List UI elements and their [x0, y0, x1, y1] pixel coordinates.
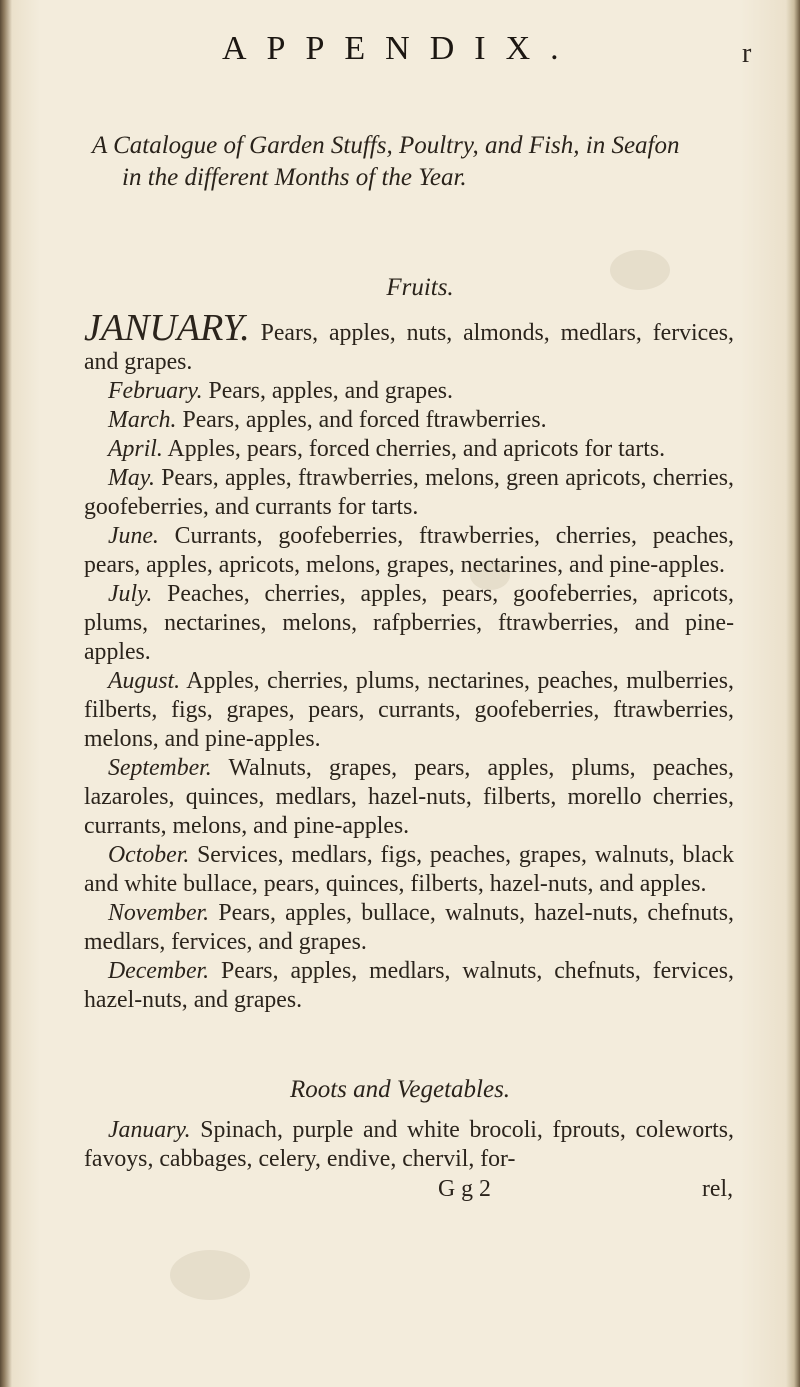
- catchword: rel,: [702, 1176, 734, 1202]
- entry-january: [84, 307, 734, 377]
- page-gutter-shadow: [0, 0, 12, 1387]
- title-line-2: in the different Months of the Year.: [122, 164, 467, 191]
- entry-text: Pears, apples, and forced ftrawberries.: [176, 407, 547, 433]
- month-label: December.: [108, 958, 210, 984]
- entry-text: Pears, apples, medlars, walnuts, chefnuts, fervices, hazel-nuts, and grapes.: [84, 958, 734, 1013]
- page-footer: [84, 1176, 734, 1206]
- entry-june: [84, 522, 734, 580]
- entry-july: [84, 580, 734, 667]
- title-line-1: A Catalogue of Garden Stuffs, Poultry, and Fish, in Seafon: [92, 132, 680, 159]
- entry-march: [84, 406, 734, 435]
- month-label: October.: [108, 842, 190, 868]
- fruits-section: [84, 307, 734, 1015]
- month-label: September.: [108, 755, 212, 781]
- entry-text: Pears, apples, ftrawberries, melons, green apricots, cherries, goofeberries, and currants for tarts.: [84, 465, 734, 520]
- month-label: JANUARY.: [84, 307, 250, 349]
- entry-text: Currants, goofeberries, ftrawberries, cherries, peaches, pears, apples, apricots, melons, grapes, nectarines, and pine-apples.: [84, 523, 734, 578]
- month-label: February.: [108, 378, 203, 404]
- roots-section: [84, 1116, 734, 1174]
- page-edge-shadow: [786, 0, 800, 1387]
- entry-april: [84, 435, 734, 464]
- month-label: June.: [108, 523, 159, 549]
- entry-october: [84, 841, 734, 899]
- entry-text: Pears, apples, nuts, almonds, medlars, fervices, and grapes.: [84, 320, 734, 375]
- entry-november: [84, 899, 734, 957]
- entry-august: [84, 667, 734, 754]
- month-label: April.: [108, 436, 163, 462]
- entry-text: Walnuts, grapes, pears, apples, plums, peaches, lazaroles, quinces, medlars, hazel-nuts, filberts, morello cherries, currants, melons, and pine-apples.: [84, 755, 734, 839]
- entry-may: [84, 464, 734, 522]
- entry-roots-january: [84, 1116, 734, 1174]
- entry-text: Peaches, cherries, apples, pears, goofeberries, apricots, plums, nectarines, melons, rafpberries, ftrawberries, and pine-apples.: [84, 581, 734, 665]
- entry-text: Apples, pears, forced cherries, and apricots for tarts.: [162, 436, 666, 462]
- month-label: March.: [108, 407, 177, 433]
- month-label: November.: [108, 900, 210, 926]
- entry-september: [84, 754, 734, 841]
- signature-mark: G g 2: [438, 1176, 491, 1202]
- paper-stain: [170, 1250, 250, 1300]
- running-head-title: APPENDIX.: [222, 30, 579, 67]
- month-label: May.: [108, 465, 155, 491]
- running-head: [0, 18, 800, 68]
- entry-february: [84, 377, 734, 406]
- entry-december: [84, 957, 734, 1015]
- month-label: January.: [108, 1117, 191, 1143]
- entry-text: Services, medlars, figs, peaches, grapes, walnuts, black and white bullace, pears, quinces, filberts, hazel-nuts, and apples.: [84, 842, 734, 897]
- entry-text: Pears, apples, bullace, walnuts, hazel-nuts, chefnuts, medlars, fervices, and grapes.: [84, 900, 734, 955]
- entry-text: Apples, cherries, plums, nectarines, peaches, mulberries, filberts, figs, grapes, pears, currants, goofeberries, ftrawberries, melons, and pine-apples.: [84, 668, 734, 752]
- section-heading-fruits: Fruits.: [386, 274, 454, 301]
- page-folio: r: [742, 38, 752, 69]
- month-label: August.: [108, 668, 181, 694]
- entry-text: Pears, apples, and grapes.: [202, 378, 453, 404]
- section-heading-roots: Roots and Vegetables.: [289, 1076, 511, 1103]
- month-label: July.: [108, 581, 153, 607]
- entry-text: Spinach, purple and white brocoli, fprouts, coleworts, favoys, cabbages, celery, endive, chervil, for-: [84, 1117, 734, 1172]
- catalogue-title: [92, 130, 772, 194]
